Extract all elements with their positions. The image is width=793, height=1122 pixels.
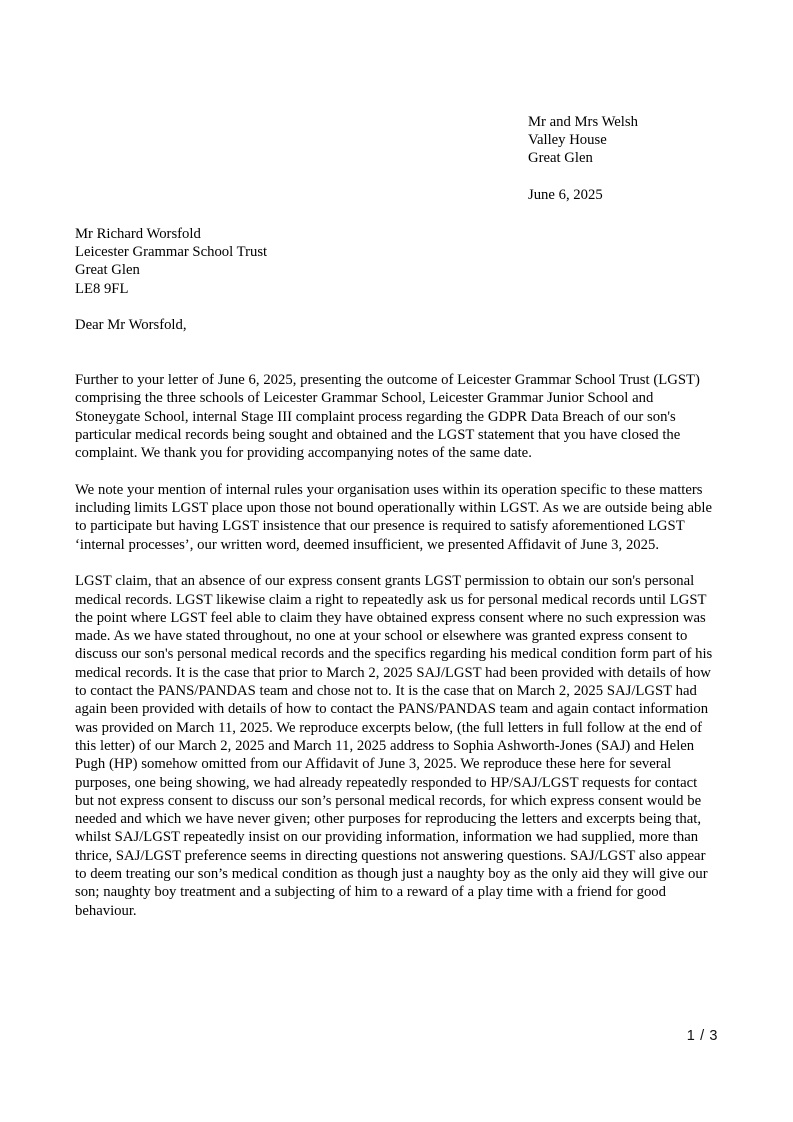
sender-address-line: Great Glen [528, 150, 593, 167]
body-paragraph: LGST claim, that an absence of our express consent grants LGST permission to obtain our son's personal medical records. LGST likewise claim a right to repeatedly ask us for personal medical records until LGST the point where LGST feel able to claim they have obtained express consent where no such expression was made. As we have stated throughout, no one at your school or elsewhere was granted express consent to discuss our son's personal medical records and the specifics regarding his medical condition form part of his medical records. It is the case that prior to March 2, 2025 SAJ/LGST had been provided with details of how to contact the PANS/PANDAS team and chose not to. It is the case that on March 2, 2025 SAJ/LGST had again been provided with details of how to contact the PANS/PANDAS team and again contact information was provided on March 11, 2025. We reproduce excerpts below, (the full letters in full follow at the end of this letter) of our March 2, 2025 and March 11, 2025 address to Sophia Ashworth-Jones (SAJ) and Helen Pugh (HP) somehow omitted from our Affidavit of June 3, 2025. We reproduce these here for several purposes, one being showing, we had already repeatedly responded to HP/SAJ/LGST requests for contact but not express consent to discuss our son’s personal medical records, for which express consent would be needed and which we have never given; other purposes for reproducing the letters and excerpts being that, whilst SAJ/LGST repeatedly insist on our providing information, information we had supplied, more than thrice, SAJ/LGST preference seems in directing questions not answering questions. SAJ/LGST also appear to deem treating our son’s medical condition as though just a naughty boy as the only aid they will give our son; naughty boy treatment and a subjecting of him to a reward of a play time with a friend for good behaviour. [75, 573, 713, 919]
body-paragraph: Further to your letter of June 6, 2025, presenting the outcome of Leicester Grammar School Trust (LGST) comprising the three schools of Leicester Grammar School, Leicester Grammar Junior School and Stoneygate School, internal Stage III complaint process regarding the GDPR Data Breach of our son's particular medical records being sought and obtained and the LGST statement that you have closed the complaint. We thank you for providing accompanying notes of the same date. [75, 372, 700, 462]
sender-address-line: Valley House [528, 132, 607, 149]
body-paragraph: We note your mention of internal rules your organisation uses within its operation specific to these matters including limits LGST place upon those not bound operationally within LGST. As we are outside being able to participate but having LGST insistence that our presence is required to satisfy aforementioned LGST ‘internal processes’, our written word, deemed insufficient, we presented Affidavit of June 3, 2025. [75, 481, 713, 553]
page-number: 1 / 3 [686, 1028, 718, 1044]
recipient-address-line: Mr Richard Worsfold [75, 226, 201, 242]
letter-body [75, 371, 719, 920]
letter-date: June 6, 2025 [528, 187, 603, 203]
sender-address-block [528, 113, 638, 168]
salutation: Dear Mr Worsfold, [75, 317, 187, 333]
recipient-address-line: LE8 9FL [75, 280, 129, 297]
sender-address-line: Mr and Mrs Welsh [528, 114, 638, 130]
recipient-address-line: Great Glen [75, 262, 140, 279]
recipient-address-line: Leicester Grammar School Trust [75, 244, 268, 261]
recipient-address-block [75, 225, 267, 298]
